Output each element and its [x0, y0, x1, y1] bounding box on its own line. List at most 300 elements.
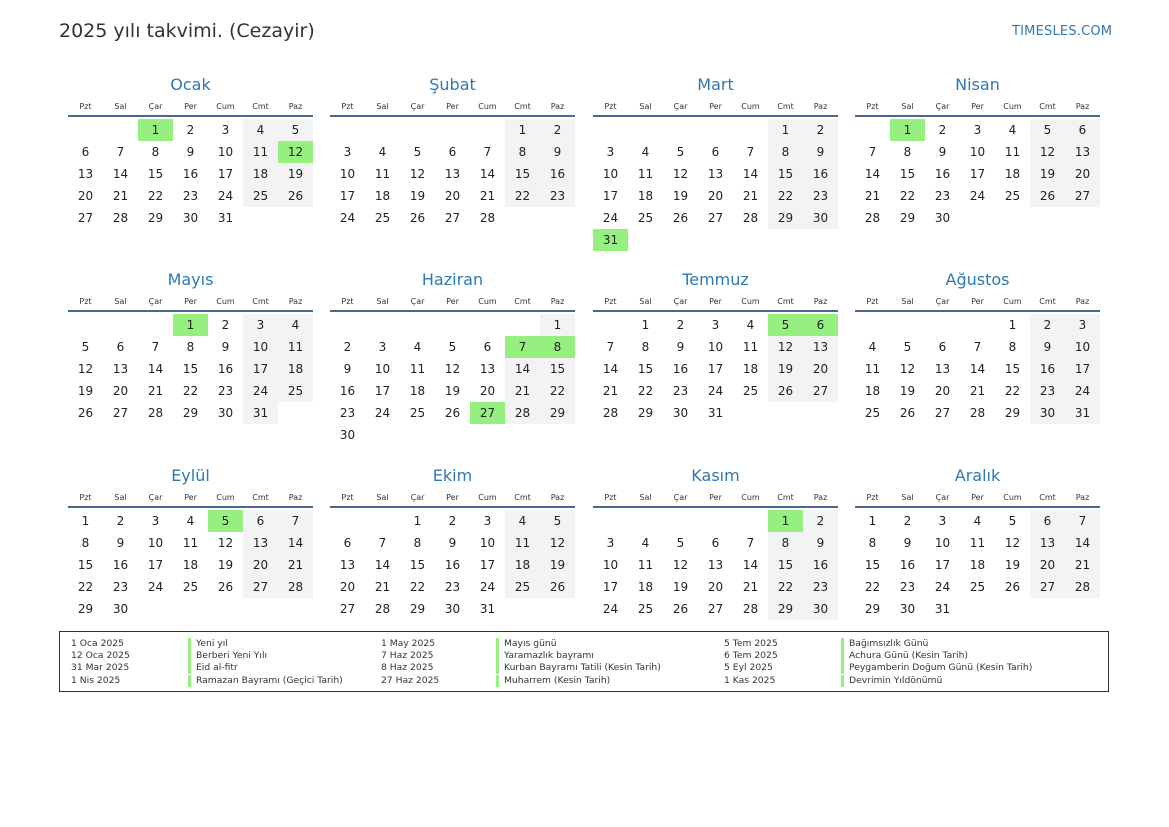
day-cell: 11 [1004, 145, 1021, 159]
day-cell: 18 [864, 384, 881, 398]
empty-cell [505, 314, 540, 336]
day-cell: 26 [444, 406, 461, 420]
day-cell: 24 [374, 406, 391, 420]
weekday-label: Cmt [514, 297, 531, 306]
weekday-label: Cmt [1039, 297, 1056, 306]
weekday-label: Paz [550, 102, 565, 111]
weekday-label: Pzt [866, 493, 879, 502]
weekday-label: Pzt [866, 102, 879, 111]
weekday-label: Paz [813, 102, 828, 111]
day-cell: 2 [803, 119, 838, 141]
day-cell: 7 [151, 340, 160, 354]
day-cell: 6 [711, 536, 720, 550]
day-cell: 14 [374, 558, 391, 572]
day-cell: 19 [1030, 163, 1065, 185]
day-cell: 5 [81, 340, 90, 354]
day-cell: 14 [969, 362, 986, 376]
weekday-label: Cmt [1039, 493, 1056, 502]
empty-cell [470, 119, 505, 141]
weekday-label: Paz [813, 297, 828, 306]
weekday-label: Çar [410, 297, 425, 306]
day-cell: 26 [409, 211, 426, 225]
day-cell: 17 [969, 167, 986, 181]
day-cell: 13 [479, 362, 496, 376]
weekday-label: Paz [1075, 493, 1090, 502]
day-cell: 3 [606, 536, 615, 550]
day-cell: 17 [707, 362, 724, 376]
empty-cell [960, 314, 995, 336]
empty-cell [330, 510, 365, 532]
empty-cell [103, 314, 138, 336]
weekday-label: Sal [639, 297, 652, 306]
holiday-name: Bağımsızlık Günü [841, 638, 928, 650]
day-cell: 23 [540, 185, 575, 207]
day-cell: 4 [505, 510, 540, 532]
weekday-label: Per [971, 102, 984, 111]
header-rule [330, 115, 575, 117]
day-cell: 15 [147, 167, 164, 181]
day-cell: 12 [1030, 141, 1065, 163]
weekday-label: Cum [741, 102, 760, 111]
day-cell: 22 [864, 580, 881, 594]
day-cell: 13 [444, 167, 461, 181]
month-block [855, 464, 1100, 620]
day-cell: 2 [448, 514, 457, 528]
day-cell: 25 [409, 406, 426, 420]
day-cell: 2 [221, 318, 230, 332]
holiday-day-cell: 5 [208, 510, 243, 532]
weekday-label: Sal [901, 493, 914, 502]
day-cell: 23 [444, 580, 461, 594]
weekday-label: Çar [148, 297, 163, 306]
weekday-label: Cmt [252, 297, 269, 306]
day-cell: 20 [803, 358, 838, 380]
day-cell: 6 [1030, 510, 1065, 532]
holiday-day-cell: 1 [173, 314, 208, 336]
empty-cell [733, 510, 768, 532]
day-cell: 24 [707, 384, 724, 398]
holiday-name: Muharrem (Kesin Tarih) [496, 675, 610, 687]
weekday-label: Paz [1075, 102, 1090, 111]
site-link[interactable]: TIMESLES.COM [1012, 24, 1113, 39]
weekday-header [855, 99, 1100, 114]
weekday-header [855, 294, 1100, 309]
weekday-label: Cmt [1039, 102, 1056, 111]
day-cell: 19 [409, 189, 426, 203]
empty-cell [138, 314, 173, 336]
day-cell: 22 [505, 185, 540, 207]
holiday-legend [59, 631, 1109, 692]
day-cell: 24 [934, 580, 951, 594]
day-cell: 31 [243, 402, 278, 424]
header-rule [330, 506, 575, 508]
day-grid [855, 314, 1100, 424]
day-cell: 22 [768, 576, 803, 598]
day-cell: 23 [899, 580, 916, 594]
day-cell: 26 [1004, 580, 1021, 594]
day-cell: 22 [540, 380, 575, 402]
month-name: Ekim [432, 466, 473, 485]
day-cell: 26 [278, 185, 313, 207]
weekday-header [68, 294, 313, 309]
day-cell: 18 [243, 163, 278, 185]
day-cell: 16 [339, 384, 356, 398]
month-name: Nisan [955, 75, 1000, 94]
holiday-day-cell: 1 [768, 510, 803, 532]
day-cell: 6 [116, 340, 125, 354]
month-name: Mayıs [167, 270, 214, 289]
weekday-header [593, 490, 838, 505]
holiday-day-cell: 31 [593, 229, 628, 251]
holiday-date: 1 Oca 2025 [71, 638, 124, 649]
weekday-label: Cmt [252, 493, 269, 502]
day-cell: 2 [676, 318, 685, 332]
day-cell: 20 [339, 580, 356, 594]
day-cell: 15 [1004, 362, 1021, 376]
day-cell: 12 [444, 362, 461, 376]
day-cell: 7 [973, 340, 982, 354]
day-cell: 19 [1004, 558, 1021, 572]
weekday-label: Cum [478, 297, 497, 306]
holiday-day-cell: 6 [803, 314, 838, 336]
day-cell: 10 [602, 558, 619, 572]
day-cell: 20 [934, 384, 951, 398]
day-cell: 2 [803, 510, 838, 532]
holiday-day-cell: 5 [768, 314, 803, 336]
weekday-label: Paz [288, 493, 303, 502]
day-cell: 4 [278, 314, 313, 336]
day-cell: 19 [768, 358, 803, 380]
day-grid [593, 510, 838, 620]
day-cell: 6 [483, 340, 492, 354]
day-cell: 27 [243, 576, 278, 598]
empty-cell [593, 119, 628, 141]
day-cell: 17 [479, 558, 496, 572]
weekday-label: Cum [1003, 493, 1022, 502]
day-cell: 10 [243, 336, 278, 358]
weekday-label: Pzt [79, 102, 92, 111]
day-cell: 1 [1008, 318, 1017, 332]
day-cell: 19 [540, 554, 575, 576]
day-cell: 13 [243, 532, 278, 554]
day-cell: 19 [77, 384, 94, 398]
header-rule [68, 115, 313, 117]
day-cell: 14 [864, 167, 881, 181]
month-name: Kasım [691, 466, 740, 485]
month-block [593, 268, 838, 424]
day-cell: 4 [1008, 123, 1017, 137]
day-cell: 28 [864, 211, 881, 225]
day-cell: 25 [243, 185, 278, 207]
day-cell: 21 [505, 380, 540, 402]
day-cell: 16 [182, 167, 199, 181]
holiday-day-cell: 27 [470, 402, 505, 424]
day-cell: 7 [378, 536, 387, 550]
day-cell: 12 [672, 558, 689, 572]
empty-cell [628, 510, 663, 532]
day-cell: 11 [409, 362, 426, 376]
day-cell: 13 [803, 336, 838, 358]
day-cell: 2 [116, 514, 125, 528]
day-cell: 27 [444, 211, 461, 225]
empty-cell [733, 119, 768, 141]
empty-cell [470, 314, 505, 336]
day-cell: 28 [479, 211, 496, 225]
day-cell: 15 [768, 554, 803, 576]
day-cell: 23 [934, 189, 951, 203]
month-name: Ocak [170, 75, 211, 94]
day-cell: 15 [409, 558, 426, 572]
day-cell: 28 [505, 402, 540, 424]
day-cell: 10 [339, 167, 356, 181]
empty-cell [855, 314, 890, 336]
day-cell: 1 [868, 514, 877, 528]
month-name: Şubat [429, 75, 476, 94]
day-cell: 10 [969, 145, 986, 159]
weekday-label: Sal [114, 493, 127, 502]
weekday-label: Cmt [514, 493, 531, 502]
day-cell: 3 [483, 514, 492, 528]
holiday-date: 5 Eyl 2025 [724, 662, 773, 674]
weekday-label: Per [446, 297, 459, 306]
day-cell: 30 [444, 602, 461, 616]
day-cell: 21 [742, 580, 759, 594]
holiday-day-cell: 1 [890, 119, 925, 141]
page-title: 2025 yılı takvimi. (Cezayir) [59, 20, 315, 42]
weekday-label: Per [446, 102, 459, 111]
day-cell: 17 [374, 384, 391, 398]
day-cell: 30 [217, 406, 234, 420]
day-cell: 12 [899, 362, 916, 376]
weekday-header [330, 99, 575, 114]
day-cell: 5 [1030, 119, 1065, 141]
day-cell: 7 [483, 145, 492, 159]
day-cell: 21 [742, 189, 759, 203]
day-cell: 7 [1065, 510, 1100, 532]
day-cell: 9 [1030, 336, 1065, 358]
day-cell: 7 [278, 510, 313, 532]
day-cell: 18 [278, 358, 313, 380]
day-cell: 17 [602, 189, 619, 203]
day-cell: 1 [505, 119, 540, 141]
day-cell: 4 [641, 536, 650, 550]
holiday-name: Yeni yıl [188, 638, 228, 650]
day-cell: 18 [1004, 167, 1021, 181]
holiday-name: Devrimin Yıldönümü [841, 675, 942, 687]
day-cell: 27 [803, 380, 838, 402]
day-cell: 26 [672, 602, 689, 616]
day-cell: 3 [938, 514, 947, 528]
day-cell: 27 [339, 602, 356, 616]
day-cell: 14 [479, 167, 496, 181]
day-cell: 15 [768, 163, 803, 185]
day-cell: 7 [116, 145, 125, 159]
empty-cell [365, 510, 400, 532]
day-cell: 28 [278, 576, 313, 598]
day-cell: 17 [934, 558, 951, 572]
day-cell: 4 [641, 145, 650, 159]
holiday-day-cell: 8 [540, 336, 575, 358]
day-cell: 23 [803, 185, 838, 207]
weekday-label: Paz [288, 297, 303, 306]
empty-cell [365, 314, 400, 336]
weekday-header [330, 294, 575, 309]
day-cell: 3 [343, 145, 352, 159]
day-cell: 26 [899, 406, 916, 420]
day-cell: 30 [803, 207, 838, 229]
month-block [593, 73, 838, 251]
day-cell: 11 [243, 141, 278, 163]
weekday-label: Cum [1003, 297, 1022, 306]
empty-cell [593, 510, 628, 532]
day-cell: 24 [1065, 380, 1100, 402]
day-cell: 24 [969, 189, 986, 203]
day-cell: 22 [77, 580, 94, 594]
day-cell: 29 [899, 211, 916, 225]
day-cell: 13 [112, 362, 129, 376]
day-cell: 8 [505, 141, 540, 163]
day-cell: 17 [217, 167, 234, 181]
day-cell: 8 [903, 145, 912, 159]
month-block [330, 268, 575, 446]
empty-cell [400, 314, 435, 336]
empty-cell [698, 119, 733, 141]
day-grid [330, 510, 575, 620]
day-cell: 22 [768, 185, 803, 207]
day-cell: 13 [1065, 141, 1100, 163]
weekday-label: Cmt [514, 102, 531, 111]
day-cell: 9 [116, 536, 125, 550]
day-cell: 6 [343, 536, 352, 550]
month-block [330, 464, 575, 620]
day-cell: 25 [637, 211, 654, 225]
day-cell: 16 [803, 163, 838, 185]
header-rule [593, 115, 838, 117]
day-cell: 1 [641, 318, 650, 332]
day-cell: 14 [602, 362, 619, 376]
month-name: Aralık [954, 466, 1001, 485]
weekday-label: Çar [410, 493, 425, 502]
weekday-label: Sal [639, 493, 652, 502]
day-cell: 18 [374, 189, 391, 203]
day-cell: 11 [278, 336, 313, 358]
day-cell: 16 [540, 163, 575, 185]
day-cell: 13 [707, 167, 724, 181]
day-cell: 28 [112, 211, 129, 225]
day-cell: 29 [409, 602, 426, 616]
header-rule [68, 506, 313, 508]
day-cell: 25 [505, 576, 540, 598]
day-cell: 17 [339, 189, 356, 203]
day-cell: 23 [112, 580, 129, 594]
day-cell: 20 [707, 189, 724, 203]
day-cell: 19 [899, 384, 916, 398]
day-cell: 24 [147, 580, 164, 594]
day-cell: 27 [934, 406, 951, 420]
day-cell: 14 [278, 532, 313, 554]
day-cell: 4 [413, 340, 422, 354]
day-cell: 2 [343, 340, 352, 354]
header-rule [593, 310, 838, 312]
day-cell: 24 [217, 189, 234, 203]
day-cell: 8 [413, 536, 422, 550]
day-cell: 28 [602, 406, 619, 420]
day-grid [855, 510, 1100, 620]
day-cell: 14 [147, 362, 164, 376]
weekday-label: Per [184, 493, 197, 502]
empty-cell [593, 314, 628, 336]
empty-cell [925, 314, 960, 336]
day-cell: 15 [864, 558, 881, 572]
holiday-date: 5 Tem 2025 [724, 638, 778, 649]
day-cell: 6 [81, 145, 90, 159]
day-cell: 18 [637, 189, 654, 203]
day-cell: 10 [602, 167, 619, 181]
holiday-name: Berberi Yeni Yılı [188, 650, 267, 662]
weekday-label: Sal [901, 297, 914, 306]
weekday-label: Çar [148, 493, 163, 502]
holiday-date: 1 May 2025 [381, 638, 436, 649]
day-cell: 17 [147, 558, 164, 572]
weekday-label: Paz [550, 493, 565, 502]
day-cell: 12 [77, 362, 94, 376]
day-cell: 27 [707, 602, 724, 616]
holiday-name: Mayıs günü [496, 638, 557, 650]
day-cell: 30 [672, 406, 689, 420]
weekday-label: Cmt [252, 102, 269, 111]
day-cell: 25 [637, 602, 654, 616]
day-cell: 29 [637, 406, 654, 420]
day-cell: 6 [938, 340, 947, 354]
day-cell: 25 [969, 580, 986, 594]
day-cell: 16 [112, 558, 129, 572]
day-cell: 14 [112, 167, 129, 181]
day-cell: 24 [339, 211, 356, 225]
weekday-label: Cum [216, 493, 235, 502]
day-cell: 25 [864, 406, 881, 420]
empty-cell [663, 119, 698, 141]
weekday-label: Per [971, 297, 984, 306]
holiday-day-cell: 12 [278, 141, 313, 163]
weekday-label: Sal [376, 493, 389, 502]
day-cell: 10 [479, 536, 496, 550]
day-cell: 27 [112, 406, 129, 420]
day-cell: 19 [672, 580, 689, 594]
day-cell: 30 [1030, 402, 1065, 424]
header-rule [330, 310, 575, 312]
day-cell: 15 [899, 167, 916, 181]
day-cell: 18 [637, 580, 654, 594]
day-cell: 25 [182, 580, 199, 594]
day-cell: 6 [1065, 119, 1100, 141]
empty-cell [400, 119, 435, 141]
day-cell: 13 [1030, 532, 1065, 554]
day-cell: 22 [409, 580, 426, 594]
day-cell: 31 [217, 211, 234, 225]
month-block [68, 464, 313, 620]
day-cell: 22 [182, 384, 199, 398]
day-cell: 12 [217, 536, 234, 550]
day-cell: 11 [969, 536, 986, 550]
month-name: Temmuz [682, 270, 749, 289]
header-rule [593, 506, 838, 508]
day-cell: 10 [934, 536, 951, 550]
day-cell: 19 [444, 384, 461, 398]
day-cell: 29 [147, 211, 164, 225]
day-cell: 7 [606, 340, 615, 354]
day-cell: 29 [540, 402, 575, 424]
day-cell: 5 [676, 536, 685, 550]
